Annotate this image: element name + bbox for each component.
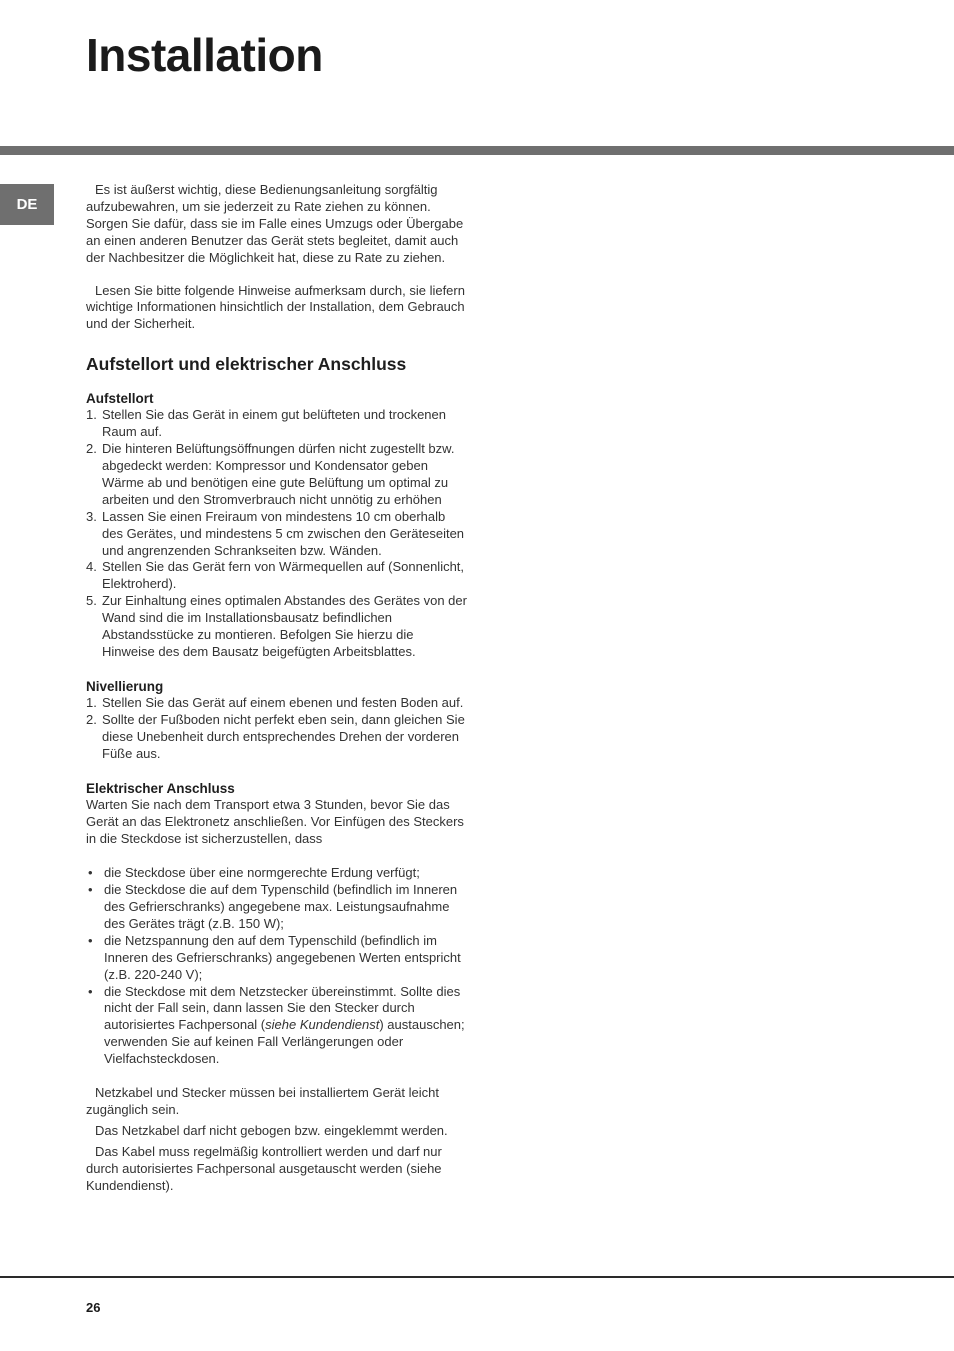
note-paragraph: Netzkabel und Stecker müssen bei installiertem Gerät leicht zugänglich sein. (86, 1085, 439, 1117)
language-tab: DE (0, 184, 54, 225)
section-heading: Aufstellort und elektrischer Anschluss (86, 354, 407, 375)
list-item: 1. Stellen Sie das Gerät auf einem ebenen und festen Boden auf. (86, 694, 464, 710)
subsection-heading-nivellierung: Nivellierung (86, 678, 164, 694)
list-item: 5. Zur Einhaltung eines optimalen Abstandes des Gerätes von der Wand sind die im Installationsbausatz befindlichen Abstandsstücke zu montieren. Befolgen Sie hierzu die Hinweise des dem Bausatz beigefügten Arbeitsblattes. (86, 593, 467, 659)
elektrisch-bullet-list (86, 865, 468, 1068)
subsection-heading-aufstellort: Aufstellort (86, 391, 154, 407)
list-item: 2. Die hinteren Belüftungsöffnungen dürfen nicht zugestellt bzw. abgedeckt werden: Kompressor und Kondensator geben Wärme ab und benötigen eine gute Belüftung um optimal zu arbeiten und den Stromverbrauch nicht unnötig zu erhöhen (86, 441, 455, 507)
list-item: 1. Stellen Sie das Gerät in einem gut belüfteten und trockenen Raum auf. (86, 407, 446, 440)
note-paragraph: Das Kabel muss regelmäßig kontrolliert werden und darf nur durch autorisiertes Fachpersonal ausgetauscht werden (siehe Kundendienst). (86, 1143, 442, 1193)
list-item: 4. Stellen Sie das Gerät fern von Wärmequellen auf (Sonnenlicht, Elektroherd). (86, 559, 465, 592)
bullet-item: • die Steckdose über eine normgerechte Erdung verfügt; (88, 865, 420, 881)
intro-paragraph: Es ist äußerst wichtig, diese Bedienungsanleitung sorgfältig aufzubewahren, um sie jederzeit zu Rate ziehen zu können. Sorgen Sie dafür, dass sie im Falle eines Umzugs oder Übergabe an einen anderen Benutzer das Gerät stets begleitet, damit auch der Nachbesitzer die Möglichkeit hat, diese zu Rate zu ziehen. (86, 182, 464, 265)
note-paragraph: Das Netzkabel darf nicht gebogen bzw. eingeklemmt werden. (95, 1122, 448, 1138)
bullet-item: • die Steckdose mit dem Netzstecker übereinstimmt. Sollte dies nicht der Fall sein, dann lassen Sie den Stecker durch autorisiertes Fachpersonal (siehe Kundendienst) austauschen; verwenden Sie auf keinen Fall Verlängerungen oder Vielfachsteckdosen. (88, 983, 465, 1067)
aufstellort-list (86, 407, 468, 661)
bullet-item: • die Steckdose die auf dem Typenschild (befindlich im Inneren des Gefrierschranks) angegebene max. Leistungsaufnahme des Gerätes trägt (z.B. 150 W); (88, 882, 458, 931)
subsection-heading-elektrisch: Elektrischer Anschluss (86, 781, 235, 797)
bullet-item: • die Netzspannung den auf dem Typenschild (befindlich im Inneren des Gefrierschranks) angegebenen Werten entspricht (z.B. 220-240 V); (88, 932, 461, 982)
page-number: 26 (86, 1300, 101, 1315)
nivellierung-list (86, 695, 468, 763)
list-item: 3. Lassen Sie einen Freiraum von mindestens 10 cm oberhalb des Gerätes, und mindestens 5 cm zwischen den Geräteseiten und angrenzenden Schrankseiten bzw. Wänden. (86, 508, 465, 558)
page-title: Installation (86, 29, 323, 81)
cross-reference: siehe Kundendienst (265, 1017, 380, 1033)
list-item: 2. Sollte der Fußboden nicht perfekt eben sein, dann gleichen Sie diese Unebenheit durch entsprechendes Drehen der vorderen Füße aus. (86, 711, 465, 761)
header-divider (0, 146, 954, 155)
main-content (86, 182, 468, 1195)
elektrisch-lead: Warten Sie nach dem Transport etwa 3 Stunden, bevor Sie das Gerät an das Elektronetz anschließen. Vor Einfügen des Steckers in die Steckdose ist sicherzustellen, dass (86, 797, 464, 847)
intro-paragraph: Lesen Sie bitte folgende Hinweise aufmerksam durch, sie liefern wichtige Informationen hinsichtlich der Installation, dem Gebrauch und der Sicherheit. (86, 282, 465, 332)
footer-divider (0, 1276, 954, 1278)
